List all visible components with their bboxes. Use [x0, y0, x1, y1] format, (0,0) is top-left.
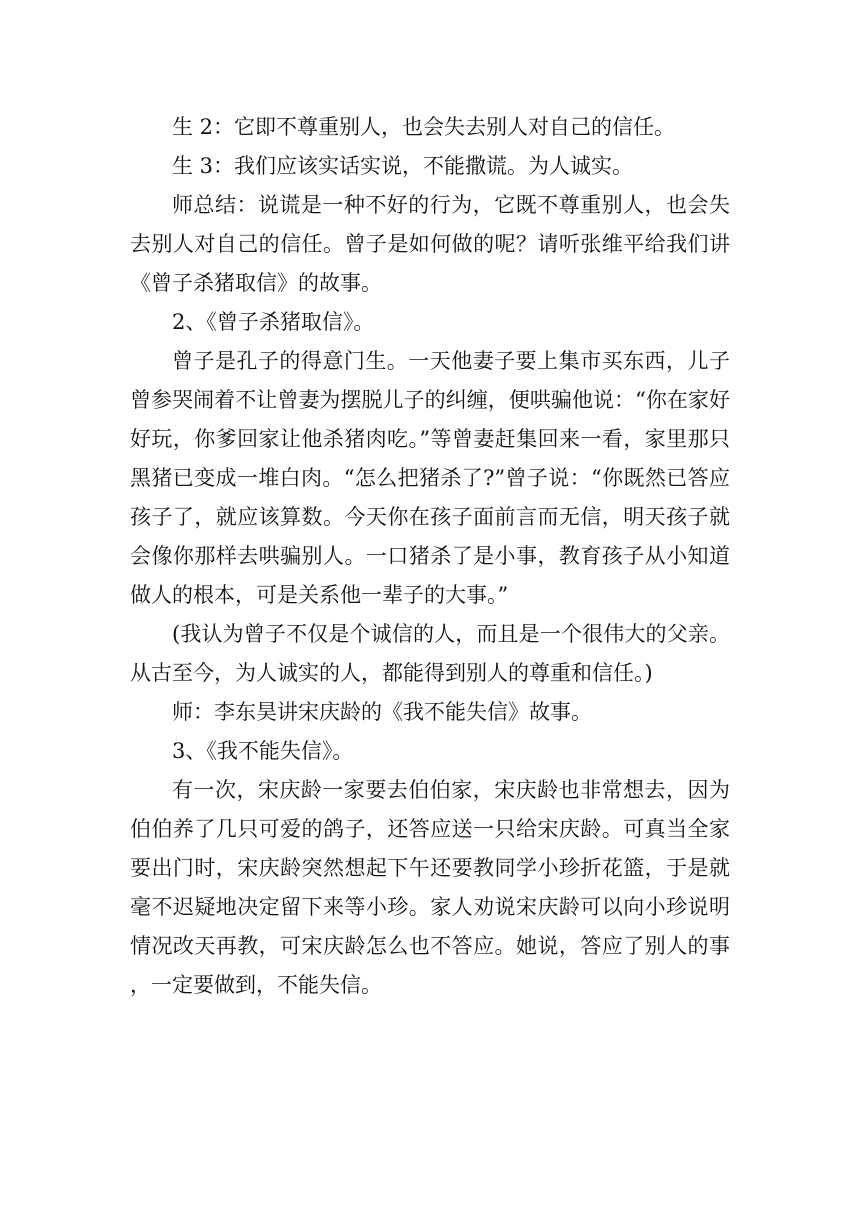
paragraph-student-3: 生 3：我们应该实话实说，不能撒谎。为人诚实。	[172, 154, 634, 178]
paragraph-student-comment: (我认为曾子不仅是个诚信的人，而且是一个很伟大的父亲。从古至今，为人诚实的人，都能得到别人的尊重和信任。)	[130, 622, 730, 685]
document-body	[130, 108, 730, 1005]
paragraph-teacher-summary: 师总结：说谎是一种不好的行为，它既不尊重别人，也会失去别人对自己的信任。曾子是如何做的呢？请听张维平给我们讲《曾子杀猪取信》的故事。	[130, 193, 730, 295]
heading-zengzi-story: 2、《曾子杀猪取信》。	[172, 310, 375, 334]
paragraph-song-qingling-story: 有一次，宋庆龄一家要去伯伯家，宋庆龄也非常想去，因为伯伯养了几只可爱的鸽子，还答应送一只给宋庆龄。可真当全家要出门时，宋庆龄突然想起下午还要教同学小珍折花篮，于是就毫不迟疑地决定留下来等小珍。家人劝说宋庆龄可以向小珍说明情况改天再教，可宋庆龄怎么也不答应。她说，答应了别人的事，一定要做到，不能失信。	[130, 778, 730, 997]
paragraph-student-2: 生 2：它即不尊重别人，也会失去别人对自己的信任。	[172, 115, 676, 139]
paragraph-teacher-intro: 师：李东昊讲宋庆龄的《我不能失信》故事。	[172, 700, 592, 724]
paragraph-zengzi-story: 曾子是孔子的得意门生。一天他妻子要上集市买东西，儿子曾参哭闹着不让曾妻为摆脱儿子的纠缠，便哄骗他说：“你在家好好玩，你爹回家让他杀猪肉吃。”等曾妻赶集回来一看，家里那只黑猪已变成一堆白肉。“怎么把猪杀了?”曾子说：“你既然已答应孩子了，就应该算数。今天你在孩子面前言而无信，明天孩子就会像你那样去哄骗别人。一口猪杀了是小事，教育孩子从小知道做人的根本，可是关系他一辈子的大事。”	[130, 349, 730, 607]
heading-song-qingling-story: 3、《我不能失信》。	[172, 739, 354, 763]
